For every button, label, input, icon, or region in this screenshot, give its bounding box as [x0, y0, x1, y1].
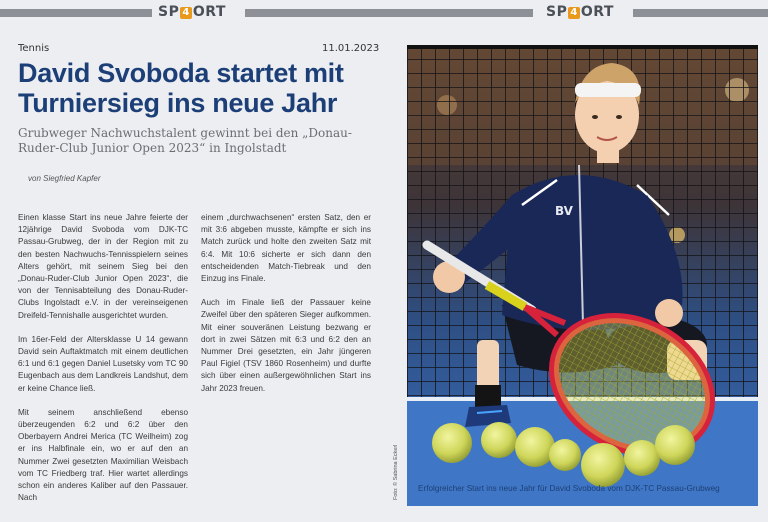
paragraph: Mit seinem anschließend ebenso überzeugenden 6:2 und 6:2 über den Oberbayern Andrei Merica (TC Weilheim) zog er ins Halbfinale ein, wo er auf den an Nummer Zwei gesetzten Maximilian Weisbach vom TC Friedberg traf. Hier wartet allerdings schon ein anderes Kaliber auf den Passauer. Nach: [18, 407, 188, 503]
sport-logo-left: SP 4 ORT: [158, 4, 226, 20]
photo-caption: Erfolgreicher Start ins neue Jahr für David Svoboda vom DJK-TC Passau-Grubweg: [418, 484, 720, 493]
tennis-player-illustration: [407, 45, 758, 506]
article-column-2: [201, 212, 371, 407]
article-column-1: [18, 212, 188, 516]
paragraph: Auch im Finale ließ der Passauer keine Zweifel über den späteren Sieger aufkommen. Mit einer souveränen Leistung bezwang er dort in zwei Sätzen mit 6:3 und 6:2 den an Nummer Drei gesetzten, ein Jahr jüngeren Paul Figiel (TSV 1860 Rosenheim) und durfte sich über einen außergewöhnlichen Start ins Jahr 2023 freuen.: [201, 298, 371, 393]
article-category: Tennis: [18, 43, 50, 54]
sport-logo-right: SP 4 ORT: [546, 4, 614, 20]
article-photo: [407, 45, 758, 506]
paragraph: Im 16er-Feld der Altersklasse U 14 gewann David sein Auftaktmatch mit einem deutlichen 6:1 und 6:1 gegen Daniel Lusetsky vom TC 90 Eugenbach aus dem Landkreis Landshut, dem er keine Chance ließ.: [18, 334, 188, 393]
article-headline: David Svoboda startet mit Turniersieg ins neue Jahr: [18, 58, 344, 118]
header-bar-middle: [245, 9, 533, 17]
header-bar-left: [0, 9, 152, 17]
paragraph: Einen klasse Start ins neue Jahre feierte der 12jährige David Svoboda vom DJK-TC Passau-Grubweg, der in der Region mit zu den besten Nachwuchs-Tennisspielern seines Alters gehört, mit seinem Sieg bei den „Donau-Ruder-Club Junior Open 2023“, die von der Tennisabteilung des Donau-Ruder-Clubs Ingolstadt e.V. in der vereinseigenen Dreifeld-Tennishalle ausgerichtet wurden.: [18, 213, 188, 320]
photo-credit: Foto: © Sabrina Eckerl: [393, 444, 399, 500]
article-date: 11.01.2023: [322, 43, 380, 54]
article-author: von Siegfried Kapfer: [28, 174, 101, 183]
jersey-logo: BV: [555, 204, 573, 218]
paragraph: einem „durchwachsenen“ ersten Satz, den er mit 3:6 abgeben musste, kämpfte er sich ins Match zurück und holte den zweiten Satz mit 6:4. Mit 10:6 sicherte er sich dann den entscheidenden Match-Tiebreak und den Einzug ins Finale.: [201, 213, 371, 284]
header-bar-right: [633, 9, 768, 17]
article-subhead: Grubweger Nachwuchstalent gewinnt bei den „Donau-Ruder-Club Junior Open 2023“ in Ingolstadt: [18, 126, 352, 155]
